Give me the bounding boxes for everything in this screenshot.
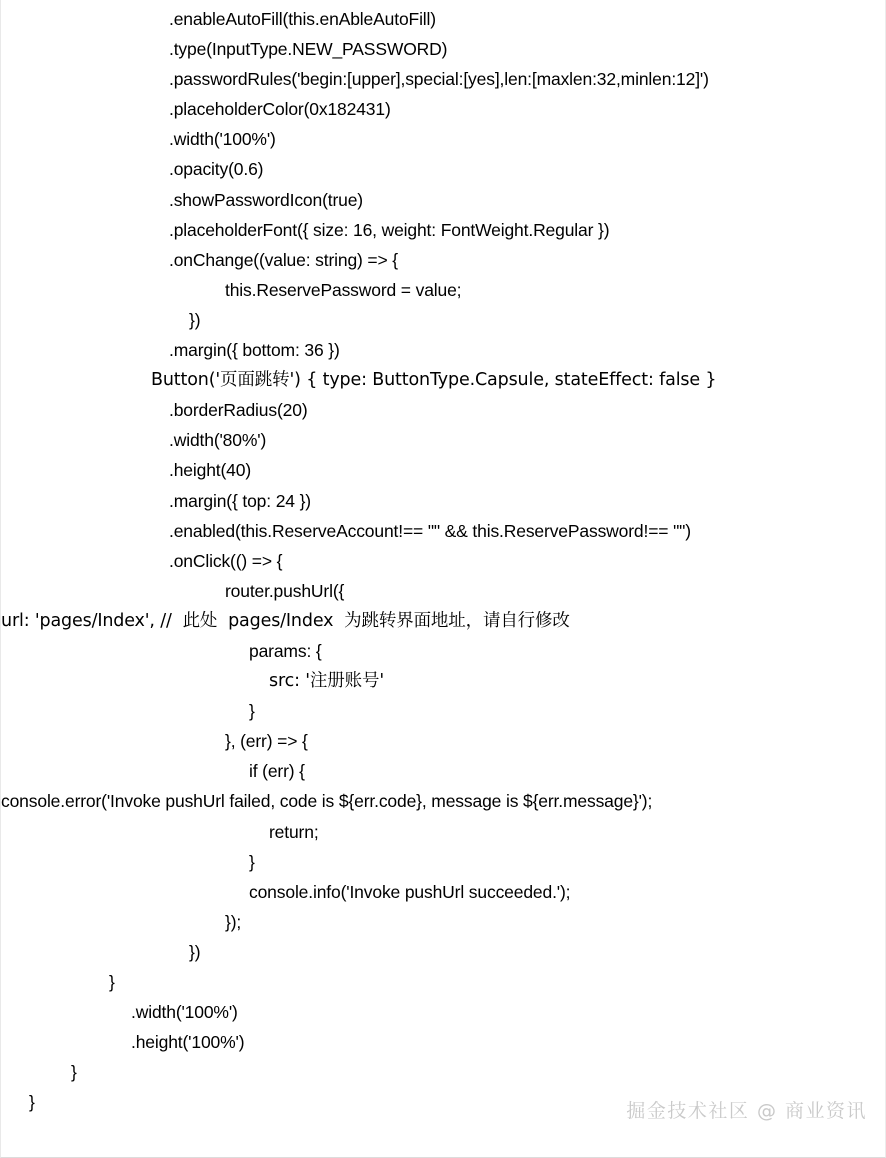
code-line: router.pushUrl({ xyxy=(225,580,345,601)
code-line: .height('100%') xyxy=(131,1032,245,1053)
watermark: 掘金技术社区 @ 商业资讯 xyxy=(626,1100,867,1122)
code-line: .width('80%') xyxy=(169,430,267,451)
code-line: .placeholderFont({ size: 16, weight: FontWeight.Regular }) xyxy=(169,219,610,240)
code-line: }) xyxy=(189,941,201,962)
code-listing xyxy=(1,0,886,1117)
code-line: this.ReservePassword = value; xyxy=(225,279,462,300)
code-line: .showPasswordIcon(true) xyxy=(169,189,363,210)
code-line: .margin({ bottom: 36 }) xyxy=(169,340,340,361)
code-line: } xyxy=(109,972,115,992)
code-line: }, (err) => { xyxy=(225,731,308,752)
code-line: if (err) { xyxy=(249,761,305,782)
code-line: .passwordRules('begin:[upper],special:[yes],len:[maxlen:32,minlen:12]') xyxy=(169,69,709,90)
code-line: .width('100%') xyxy=(169,129,276,150)
code-line: }); xyxy=(225,911,242,932)
code-line: .opacity(0.6) xyxy=(169,159,264,180)
code-line: Button('页面跳转') { type: ButtonType.Capsule, stateEffect: false } xyxy=(151,370,717,391)
code-line: .type(InputType.NEW_PASSWORD) xyxy=(169,39,448,60)
code-line: .onChange((value: string) => { xyxy=(169,249,398,270)
code-line: }) xyxy=(189,309,201,330)
code-line: .onClick(() => { xyxy=(169,550,283,571)
code-line: .enabled(this.ReserveAccount!== "" && this.ReservePassword!== "") xyxy=(169,520,691,541)
code-line: url: 'pages/Index', // 此处 pages/Index 为跳转界面地址，请自行修改 xyxy=(1,610,570,631)
code-line: } xyxy=(249,851,255,872)
code-line: params: { xyxy=(249,640,322,661)
code-line: .height(40) xyxy=(169,460,252,481)
code-line: return; xyxy=(269,821,319,842)
code-line: .margin({ top: 24 }) xyxy=(169,490,311,511)
code-line: } xyxy=(29,1092,35,1113)
code-line: .placeholderColor(0x182431) xyxy=(169,99,391,120)
code-line: } xyxy=(249,701,255,722)
code-line: console.error('Invoke pushUrl failed, code is ${err.code}, message is ${err.message}'); xyxy=(1,791,653,812)
code-line: src: '注册账号' xyxy=(269,671,384,692)
code-line: } xyxy=(71,1062,77,1083)
code-line: .width('100%') xyxy=(131,1002,238,1023)
code-line: .enableAutoFill(this.enAbleAutoFill) xyxy=(169,9,436,29)
code-line: .borderRadius(20) xyxy=(169,400,308,421)
code-line: console.info('Invoke pushUrl succeeded.'); xyxy=(249,881,571,902)
